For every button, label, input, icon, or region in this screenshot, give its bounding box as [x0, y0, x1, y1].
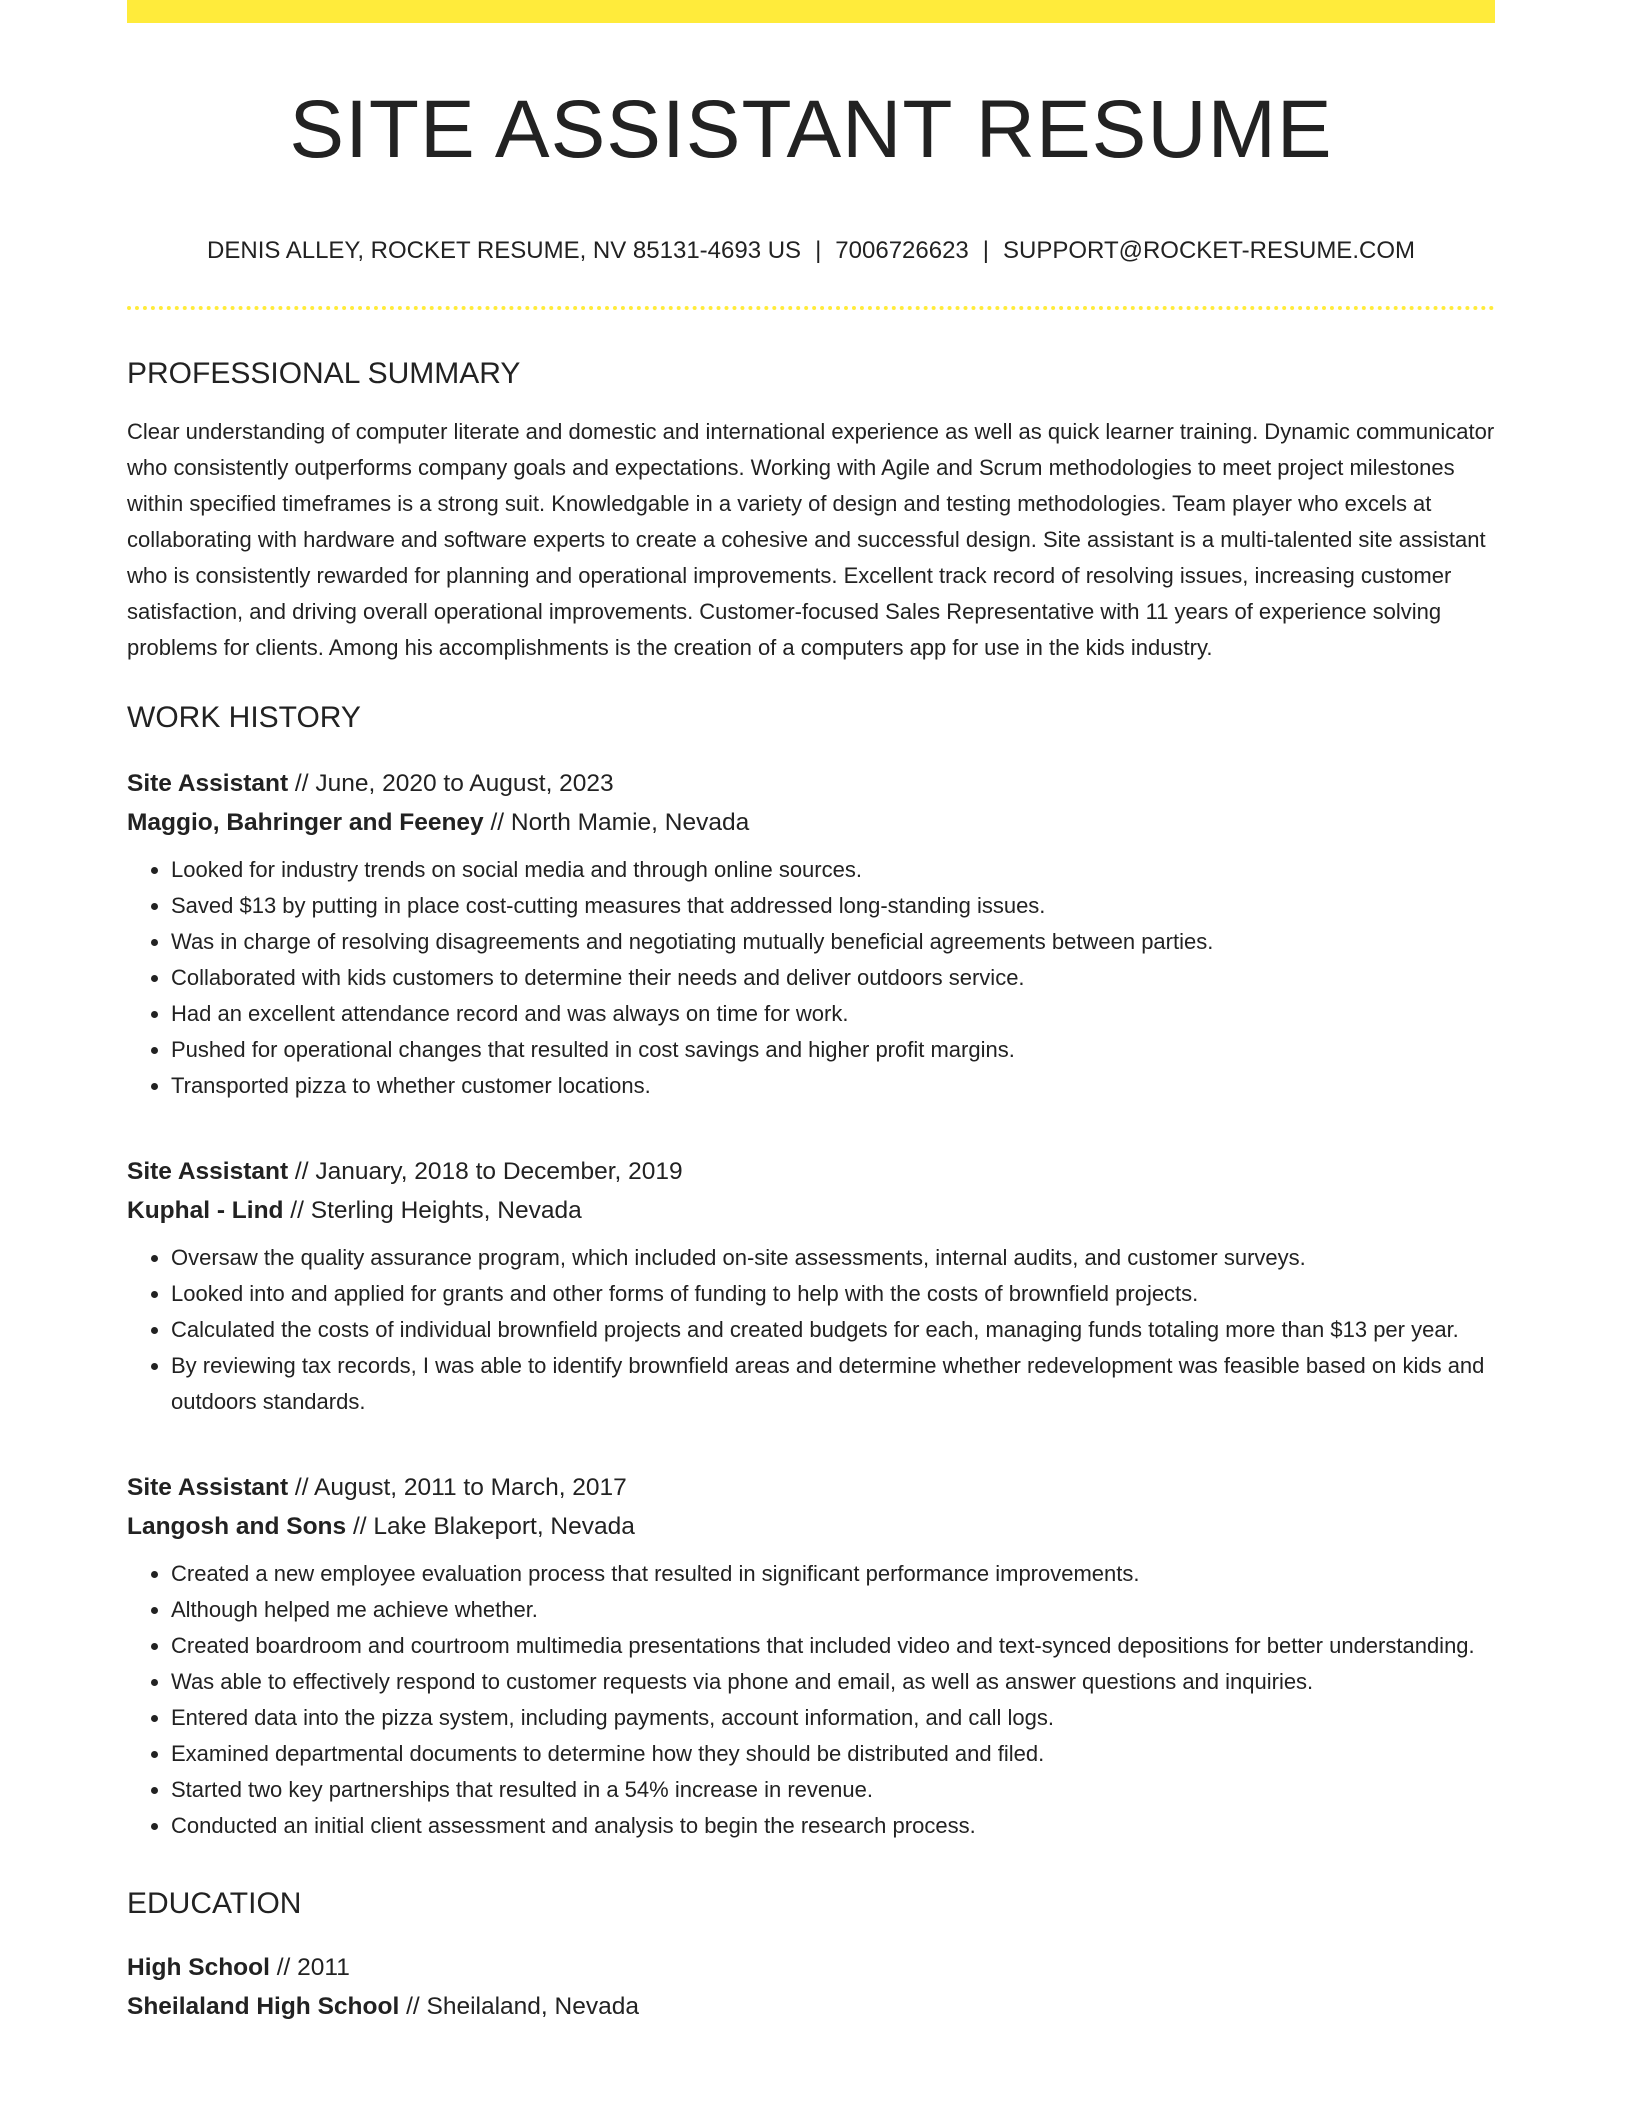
job-location: // Sterling Heights, Nevada: [283, 1196, 582, 1224]
contact-phone: 7006726623: [835, 237, 969, 265]
education-degree: High School: [127, 1953, 270, 1981]
job-title-line: [127, 764, 1495, 803]
job-title: Site Assistant: [127, 1157, 289, 1185]
job-bullet: • Looked for industry trends on social media and through online sources.: [171, 852, 1495, 888]
job-dates: // June, 2020 to August, 2023: [288, 769, 614, 797]
job-bullet: • Examined departmental documents to determine how they should be distributed and filed.: [171, 1736, 1495, 1772]
job-dates: // January, 2018 to December, 2019: [288, 1157, 683, 1185]
job-bullet: • Although helped me achieve whether.: [171, 1592, 1495, 1628]
contact-separator: |: [982, 237, 990, 265]
job-bullet-list: [127, 852, 1495, 1104]
job-bullet: • Looked into and applied for grants and other forms of funding to help with the costs of brownfield projects.: [171, 1276, 1495, 1312]
education-school: Sheilaland High School: [127, 1992, 400, 2020]
contact-address: DENIS ALLEY, ROCKET RESUME, NV 85131-4693 US: [207, 237, 802, 265]
summary-heading: PROFESSIONAL SUMMARY: [127, 356, 521, 390]
education-degree-line: [127, 1948, 1495, 1987]
page-title: SITE ASSISTANT RESUME: [289, 84, 1333, 175]
job-bullet: • Transported pizza to whether customer locations.: [171, 1068, 1495, 1104]
job-bullet: • Pushed for operational changes that resulted in cost savings and higher profit margins.: [171, 1032, 1495, 1068]
work-history-heading: WORK HISTORY: [127, 700, 361, 734]
job-bullet-list: [127, 1240, 1495, 1420]
job-company: Langosh and Sons: [127, 1512, 347, 1540]
job-bullet: • Saved $13 by putting in place cost-cutting measures that addressed long-standing issues.: [171, 888, 1495, 924]
job-dates: // August, 2011 to March, 2017: [288, 1473, 627, 1501]
education-heading: EDUCATION: [127, 1886, 302, 1920]
top-accent-bar: [127, 0, 1495, 23]
resume-page: [127, 0, 1495, 2026]
job-bullet: • Created boardroom and courtroom multimedia presentations that included video and text-synced depositions for better understanding.: [171, 1628, 1495, 1664]
job-company-line: [127, 1507, 1495, 1546]
job-bullet: • Entered data into the pizza system, including payments, account information, and call logs.: [171, 1700, 1495, 1736]
dotted-divider: [127, 306, 1495, 310]
education-school-line: [127, 1987, 1495, 2026]
job-title-line: [127, 1468, 1495, 1507]
summary-text: Clear understanding of computer literate and domestic and international experience as well as quick learner training. Dynamic communicator who consistently outperforms company goals and expectations. Working with Agile and Scrum methodologies to meet project milestones within specified timeframes is a strong suit. Knowledgable in a variety of design and testing methodologies. Team player who excels at collaborating with hardware and software experts to create a cohesive and successful design. Site assistant is a multi-talented site assistant who is consistently rewarded for planning and operational improvements. Excellent track record of resolving issues, increasing customer satisfaction, and driving overall operational improvements. Customer-focused Sales Representative with 11 years of experience solving problems for clients. Among his accomplishments is the creation of a computers app for use in the kids industry.: [127, 418, 1495, 660]
contact-line: [127, 237, 1495, 266]
job-company-line: [127, 803, 1495, 842]
job-bullet: • Was able to effectively respond to customer requests via phone and email, as well as answer questions and inquiries.: [171, 1664, 1495, 1700]
contact-separator: |: [815, 237, 822, 265]
job-bullet: • Collaborated with kids customers to determine their needs and deliver outdoors service.: [171, 960, 1495, 996]
job-bullet: • Conducted an initial client assessment and analysis to begin the research process.: [171, 1808, 1495, 1844]
job-company-line: [127, 1191, 1495, 1230]
job-title: Site Assistant: [127, 769, 289, 797]
job-entry: [127, 1152, 1495, 1420]
job-bullet-list: [127, 1556, 1495, 1844]
education-location: // Sheilaland, Nevada: [399, 1992, 639, 2020]
job-location: // North Mamie, Nevada: [483, 808, 750, 836]
job-bullet: • Started two key partnerships that resulted in a 54% increase in revenue.: [171, 1772, 1495, 1808]
job-bullet: • Oversaw the quality assurance program, which included on-site assessments, internal audits, and customer surveys.: [171, 1240, 1495, 1276]
job-bullet: • Created a new employee evaluation process that resulted in significant performance improvements.: [171, 1556, 1495, 1592]
job-entry: [127, 1468, 1495, 1844]
education-year: // 2011: [269, 1953, 350, 1981]
job-bullet: • By reviewing tax records, I was able to identify brownfield areas and determine whether redevelopment was feasible based on kids and outdoors standards.: [171, 1348, 1495, 1420]
education-entry: [127, 1948, 1495, 2026]
job-entry: [127, 764, 1495, 1104]
job-bullet: • Was in charge of resolving disagreements and negotiating mutually beneficial agreements between parties.: [171, 924, 1495, 960]
job-title-line: [127, 1152, 1495, 1191]
job-bullet: • Calculated the costs of individual brownfield projects and created budgets for each, managing funds totaling more than $13 per year.: [171, 1312, 1495, 1348]
job-location: // Lake Blakeport, Nevada: [346, 1512, 635, 1540]
job-company: Maggio, Bahringer and Feeney: [127, 808, 484, 836]
job-bullet: • Had an excellent attendance record and was always on time for work.: [171, 996, 1495, 1032]
job-company: Kuphal - Lind: [127, 1196, 284, 1224]
job-title: Site Assistant: [127, 1473, 289, 1501]
contact-email: SUPPORT@ROCKET-RESUME.COM: [1003, 237, 1415, 265]
